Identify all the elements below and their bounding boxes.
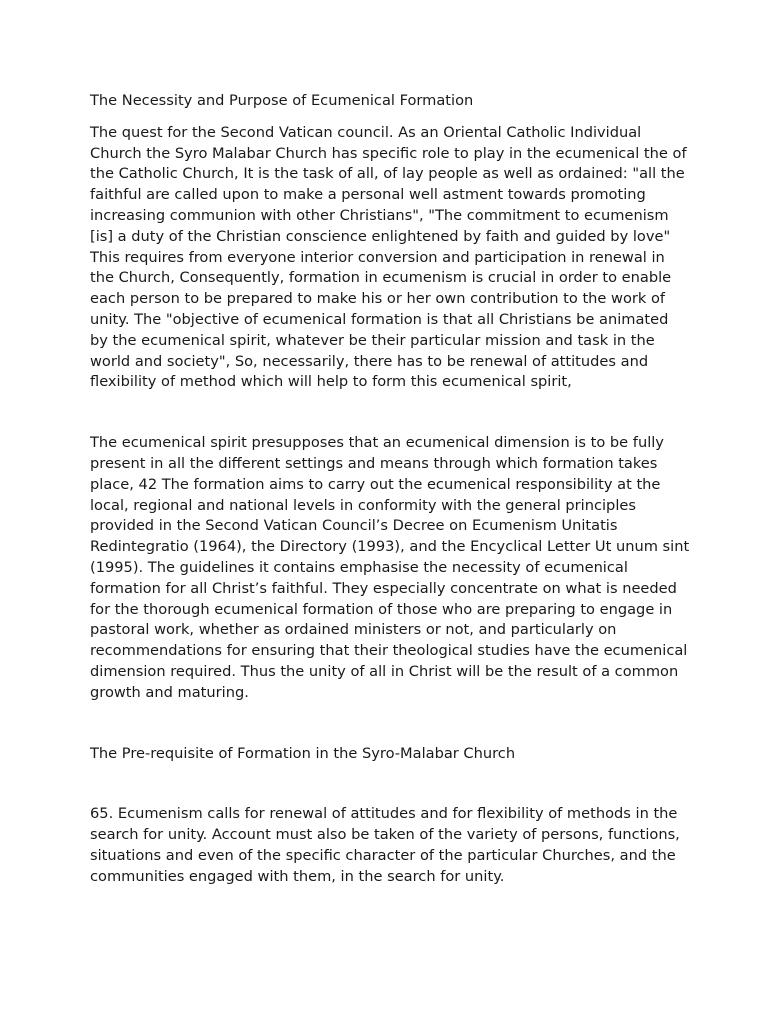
section-heading-ecumenical-formation: The Necessity and Purpose of Ecumenical Formation	[90, 92, 474, 109]
paragraph-renewal-of-attitudes: 65. Ecumenism calls for renewal of attitudes and for flexibility of methods in the search for unity. Account must also be taken of the variety of persons, functions, situations and even of the specific character of the particular Churches, and the communities engaged with them, in the search for unity.	[90, 805, 680, 885]
section-heading-prerequisite-formation: The Pre-requisite of Formation in the Syro-Malabar Church	[90, 744, 516, 762]
paragraph-ecumenical-spirit: The ecumenical spirit presupposes that an ecumenical dimension is to be fully present in all the different settings and means through which formation takes place, 42 The formation aims to carry out the ecumenical responsibility at the local, regional and national levels in conformity with the general principles provided in the Second Vatican Council’s Decree on Ecumenism Unitatis Redintegratio (1964), the Directory (1993), and the Encyclical Letter Ut unum sint (1995). The guidelines it contains emphasise the necessity of ecumenical formation for all Christ’s faithful. They especially concentrate on what is needed for the thorough ecumenical formation of those who are preparing to engage in pastoral work, whether as ordained ministers or not, and particularly on recommendations for ensuring that their theological studies have the ecumenical dimension required. Thus the unity of all in Christ will be the result of a common growth and maturing.	[90, 434, 690, 701]
document-page	[90, 91, 690, 888]
paragraph-quest-vatican-council: The quest for the Second Vatican council. As an Oriental Catholic Individual Church the Syro Malabar Church has specific role to play in the ecumenical the of the Catholic Church, It is the task of all, of lay people as well as ordained: "all the faithful are called upon to make a personal well astment towards promoting increasing communion with other Christians", "The commitment to ecumenism [is] a duty of the Christian conscience enlightened by faith and guided by love" This requires from everyone interior conversion and participation in renewal in the Church, Consequently, formation in ecumenism is crucial in order to enable each person to be prepared to make his or her own contribution to the work of unity. The "objective of ecumenical formation is that all Christians be animated by the ecumenical spirit, whatever be their particular mission and task in the world and society", So, necessarily, there has to be renewal of attitudes and flexibility of method which will help to form this ecumenical spirit,	[90, 123, 687, 391]
